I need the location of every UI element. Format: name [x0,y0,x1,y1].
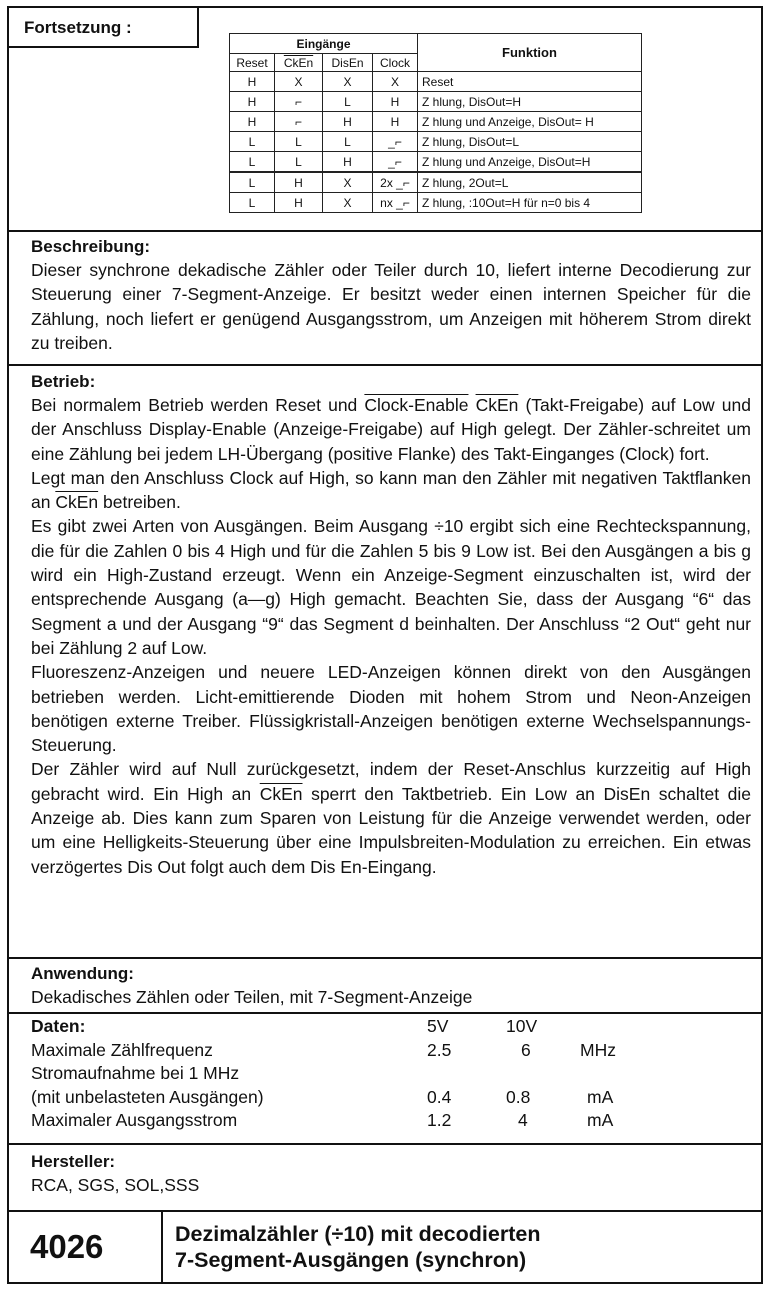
data-label: Maximale Zählfrequenz [31,1039,213,1060]
data-label: (mit unbelasteten Ausgängen) [31,1086,264,1107]
data-value: 1.2 [427,1110,452,1131]
text: betreiben. [98,492,181,513]
cell: Reset [418,72,642,92]
text: Clock-Enable [364,395,469,415]
cell: H [275,193,323,213]
cell: X [275,72,323,92]
text: Legt man den Anschluss Clock auf High, so kann man den Zähler mit negativen Taktflanken an [31,467,751,513]
title-line: 7-Segment-Ausgängen (synchron) [175,1248,527,1272]
continuation-label: Fortsetzung : [7,6,199,48]
data-unit: mA [587,1110,614,1131]
data-row [31,1087,651,1111]
divider [7,957,763,959]
function-header: Funktion [418,34,642,72]
cell: L [323,92,373,112]
cell: Z hlung, 2Out=L [418,172,642,193]
col-10v: 10V [506,1016,538,1036]
table-row [230,193,642,213]
text: CkEn [55,492,99,513]
text: sperrt den Taktbetrieb. Ein Low an DisEn schaltet die Anzeige ab. Dies kann zum Sparen von Leistung für die Anzeige verwendet werden, oder um eine Helligkeits-Steuerung über eine Impulsbreiten-Modulation zu erreichen. Ein etwas verzögertes Dis Out folgt auch dem Dis En-Eingang. [31,783,751,877]
data-label: Stromaufnahme bei 1 MHz [31,1063,240,1084]
cell: Z hlung, DisOut=H [418,92,642,112]
cell: L [230,132,275,152]
data-label: Maximaler Ausgangsstrom [31,1110,238,1131]
text: (Takt-Freigabe) auf Low und der Anschluss Display-Enable (Anzeige-Freigabe) auf High gelegt. Der Zähler-schreitet um eine Zählung bei jedem LH-Übergang (positive Flanke) des Takt-Einganges (Clock) fort. [31,395,751,464]
divider [7,364,763,366]
cell: H [373,92,418,112]
table-row [230,92,642,112]
section-beschreibung [31,236,751,355]
cell: Z hlung und Anzeige, DisOut= H [418,112,642,132]
table-row [230,72,642,92]
table-row [230,152,642,173]
table-row [230,132,642,152]
paragraph [31,393,751,466]
col-clock: Clock [373,54,418,72]
cell: Z hlung, :10Out=H für n=0 bis 4 [418,193,642,213]
cell: Z hlung und Anzeige, DisOut=H [418,152,642,173]
table-row [230,172,642,193]
cell: L [230,152,275,173]
data-row [31,1040,651,1064]
cell: H [230,112,275,132]
divider [7,1012,763,1014]
cell: X [373,72,418,92]
data-value: 4 [518,1110,528,1131]
data-row [31,1110,651,1134]
paragraph [31,466,751,515]
cell: H [230,92,275,112]
table-row [230,112,642,132]
paragraph: Fluoreszenz-Anzeigen und neuere LED-Anzeigen können direkt von den Ausgängen betrieben werden. Licht-emittierende Dioden mit hohem Strom und Neon-Anzeigen benötigen externe Treiber. Flüssigkristall-Anzeigen benötigen externe Wechselspannungs-Steuerung. [31,662,751,756]
text: CkEn [259,783,303,804]
col-reset: Reset [230,54,275,72]
page-title [175,1221,540,1273]
col-5v: 5V [427,1016,449,1036]
section-title: Anwendung: [31,964,134,983]
col-cken: CkEn [275,54,323,72]
section-title: Betrieb: [31,372,96,391]
part-number: 4026 [9,1212,163,1282]
cell: X [323,172,373,193]
cell: 2x _⌐ [373,172,418,193]
truth-table [229,33,642,213]
divider [7,230,763,232]
cell: _⌐ [373,132,418,152]
cell: L [275,132,323,152]
section-text: RCA, SGS, SOL,SSS [31,1175,200,1195]
section-daten [31,1016,651,1134]
cell: H [275,172,323,193]
section-title: Hersteller: [31,1152,116,1171]
paragraph [31,757,751,878]
data-unit: mA [587,1086,614,1107]
text: Der Zähler wird auf Null zurückgesetzt, indem der Reset-Anschlus kurzzeitig auf High gebracht wird. Ein High an [31,759,751,804]
cell: ⌐ [275,112,323,132]
title-line: Dezimalzähler (÷10) mit decodierten [175,1222,541,1246]
cell: H [230,72,275,92]
cell: L [230,193,275,213]
cell: H [323,112,373,132]
cell: L [230,172,275,193]
data-header-row [31,1016,651,1040]
data-unit: MHz [580,1039,616,1060]
section-text: Dieser synchrone dekadische Zähler oder Teiler durch 10, liefert interne Decodierung zur Steuerung einer 7-Segment-Anzeige. Er besitzt weder einen internen Speicher für die Zählung, noch liefert er genügend Ausgangsstrom, um Anzeigen mit höherem Strom direkt zu treiben. [31,260,751,353]
data-value: 0.4 [427,1086,452,1107]
section-hersteller [31,1151,751,1197]
cell: X [323,193,373,213]
data-row [31,1063,651,1087]
section-title: Beschreibung: [31,237,151,256]
data-value: 6 [521,1039,531,1060]
cell: L [323,132,373,152]
section-title: Daten: [31,1016,86,1036]
cell: L [275,152,323,173]
inputs-group-header: Eingänge [230,34,418,54]
text: CkEn [475,395,519,415]
cell: H [373,112,418,132]
text: Bei normalem Betrieb werden Reset und [31,395,365,415]
text [468,395,475,415]
data-value: 0.8 [506,1086,531,1107]
cell: nx _⌐ [373,193,418,213]
cell: _⌐ [373,152,418,173]
section-anwendung [31,963,751,1009]
section-text: Dekadisches Zählen oder Teilen, mit 7-Segment-Anzeige [31,987,473,1007]
cell: H [323,152,373,173]
cell: X [323,72,373,92]
col-disen: DisEn [323,54,373,72]
cell: ⌐ [275,92,323,112]
divider [7,1143,763,1145]
data-value: 2.5 [427,1039,452,1060]
section-betrieb [31,371,751,879]
cell: Z hlung, DisOut=L [418,132,642,152]
paragraph: Es gibt zwei Arten von Ausgängen. Beim Ausgang ÷10 ergibt sich eine Rechteckspannung, die für die Zahlen 0 bis 4 High und für die Zahlen 5 bis 9 Low ist. Bei den Ausgängen a bis g wird ein High-Zustand erzeugt. Wenn ein Anzeige-Segment einzuschalten ist, wird der entsprechende Ausgang (a—g) High gemacht. Beachten Sie, dass der Ausgang “6“ das Segment a und der Ausgang “9“ das Segment d beinhalten. Der Anschluss “2 Out“ geht nur bei Zählung 2 auf Low. [31,516,751,658]
